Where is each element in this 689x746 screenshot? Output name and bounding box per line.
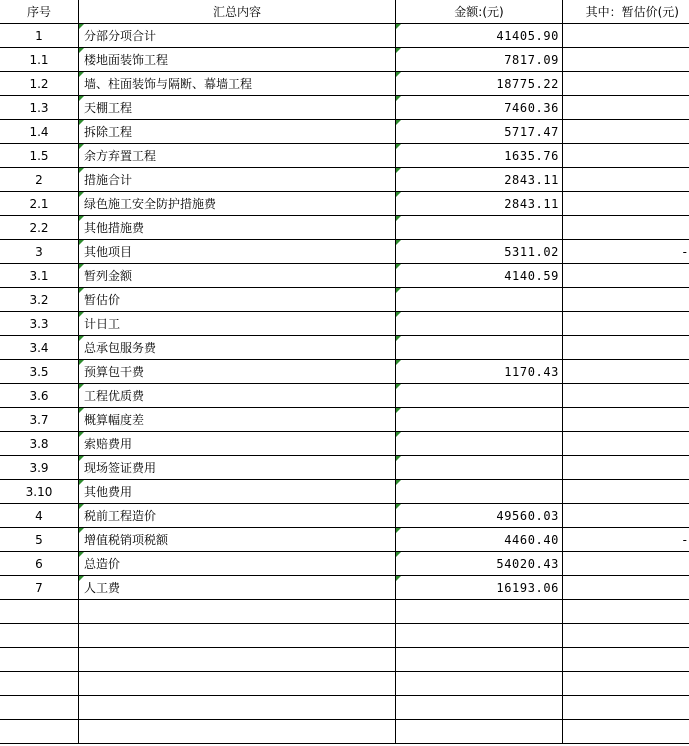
amount-cell[interactable]: 7817.09 <box>396 48 563 72</box>
content-cell[interactable]: 绿色施工安全防护措施费 <box>79 192 396 216</box>
table-row <box>0 672 689 696</box>
content-cell[interactable]: 天棚工程 <box>79 96 396 120</box>
table-row <box>0 504 689 528</box>
seq-cell[interactable]: 6 <box>0 552 79 576</box>
amount-cell[interactable]: 16193.06 <box>396 576 563 600</box>
provisional-cell[interactable] <box>563 432 689 456</box>
table-row <box>0 576 689 600</box>
content-cell[interactable]: 计日工 <box>79 312 396 336</box>
seq-cell[interactable]: 3.2 <box>0 288 79 312</box>
amount-cell[interactable]: 4460.40 <box>396 528 563 552</box>
seq-cell[interactable]: 3 <box>0 240 79 264</box>
seq-cell[interactable]: 3.3 <box>0 312 79 336</box>
amount-cell[interactable] <box>396 672 563 696</box>
provisional-cell[interactable] <box>563 360 689 384</box>
table-row <box>0 120 689 144</box>
amount-cell[interactable] <box>396 216 563 240</box>
content-cell[interactable]: 索赔费用 <box>79 432 396 456</box>
amount-cell[interactable]: 2843.11 <box>396 168 563 192</box>
provisional-cell[interactable] <box>563 648 689 672</box>
provisional-cell[interactable] <box>563 216 689 240</box>
seq-cell[interactable] <box>0 672 79 696</box>
table-row <box>0 360 689 384</box>
amount-cell[interactable] <box>396 456 563 480</box>
content-cell[interactable]: 概算幅度差 <box>79 408 396 432</box>
content-cell[interactable]: 增值税销项税额 <box>79 528 396 552</box>
table-row <box>0 528 689 552</box>
provisional-cell[interactable]: - <box>563 528 689 552</box>
table-row <box>0 288 689 312</box>
content-cell[interactable]: 其他项目 <box>79 240 396 264</box>
amount-cell[interactable] <box>396 288 563 312</box>
provisional-cell[interactable] <box>563 312 689 336</box>
provisional-cell[interactable] <box>563 336 689 360</box>
seq-cell[interactable]: 3.4 <box>0 336 79 360</box>
content-cell[interactable]: 墙、柱面装饰与隔断、幕墙工程 <box>79 72 396 96</box>
provisional-cell[interactable] <box>563 144 689 168</box>
table-row <box>0 72 689 96</box>
header-provisional[interactable]: 其中：暂估价(元) <box>563 0 689 24</box>
seq-cell[interactable]: 1.3 <box>0 96 79 120</box>
provisional-cell[interactable] <box>563 480 689 504</box>
amount-cell[interactable] <box>396 600 563 624</box>
content-cell[interactable] <box>79 600 396 624</box>
seq-cell[interactable]: 3.8 <box>0 432 79 456</box>
table-row <box>0 600 689 624</box>
seq-cell[interactable] <box>0 648 79 672</box>
table-row <box>0 192 689 216</box>
seq-cell[interactable]: 1.5 <box>0 144 79 168</box>
provisional-cell[interactable] <box>563 576 689 600</box>
amount-cell[interactable]: 18775.22 <box>396 72 563 96</box>
amount-cell[interactable]: 7460.36 <box>396 96 563 120</box>
provisional-cell[interactable] <box>563 600 689 624</box>
amount-cell[interactable]: 49560.03 <box>396 504 563 528</box>
content-cell[interactable]: 拆除工程 <box>79 120 396 144</box>
table-row <box>0 264 689 288</box>
amount-cell[interactable]: 1635.76 <box>396 144 563 168</box>
provisional-cell[interactable] <box>563 504 689 528</box>
amount-cell[interactable] <box>396 696 563 720</box>
seq-cell[interactable]: 1 <box>0 24 79 48</box>
table-body <box>0 24 689 744</box>
content-cell[interactable]: 暂列金额 <box>79 264 396 288</box>
provisional-cell[interactable] <box>563 120 689 144</box>
amount-cell[interactable] <box>396 408 563 432</box>
seq-cell[interactable]: 1.1 <box>0 48 79 72</box>
seq-cell[interactable]: 5 <box>0 528 79 552</box>
provisional-cell[interactable] <box>563 408 689 432</box>
provisional-cell[interactable] <box>563 192 689 216</box>
content-cell[interactable]: 预算包干费 <box>79 360 396 384</box>
table-row <box>0 408 689 432</box>
table-row <box>0 312 689 336</box>
provisional-cell[interactable] <box>563 720 689 744</box>
content-cell[interactable]: 暂估价 <box>79 288 396 312</box>
content-cell[interactable]: 措施合计 <box>79 168 396 192</box>
seq-cell[interactable]: 3.1 <box>0 264 79 288</box>
seq-cell[interactable]: 3.6 <box>0 384 79 408</box>
content-cell[interactable] <box>79 696 396 720</box>
content-cell[interactable] <box>79 624 396 648</box>
content-cell[interactable]: 分部分项合计 <box>79 24 396 48</box>
amount-cell[interactable] <box>396 480 563 504</box>
table-row <box>0 480 689 504</box>
content-cell[interactable]: 余方弃置工程 <box>79 144 396 168</box>
provisional-cell[interactable] <box>563 24 689 48</box>
content-cell[interactable] <box>79 720 396 744</box>
seq-cell[interactable] <box>0 600 79 624</box>
header-row <box>0 0 689 24</box>
provisional-cell[interactable] <box>563 456 689 480</box>
amount-cell[interactable]: 5717.47 <box>396 120 563 144</box>
header-seq[interactable]: 序号 <box>0 0 79 24</box>
table-row <box>0 24 689 48</box>
header-amount[interactable]: 金额:(元) <box>396 0 563 24</box>
table-row <box>0 432 689 456</box>
table-row <box>0 648 689 672</box>
table-row <box>0 720 689 744</box>
content-cell[interactable]: 总承包服务费 <box>79 336 396 360</box>
table-row <box>0 168 689 192</box>
seq-cell[interactable] <box>0 720 79 744</box>
seq-cell[interactable]: 1.4 <box>0 120 79 144</box>
content-cell[interactable]: 其他措施费 <box>79 216 396 240</box>
content-cell[interactable]: 楼地面装饰工程 <box>79 48 396 72</box>
amount-cell[interactable]: 1170.43 <box>396 360 563 384</box>
seq-cell[interactable]: 3.7 <box>0 408 79 432</box>
seq-cell[interactable]: 4 <box>0 504 79 528</box>
amount-cell[interactable]: 54020.43 <box>396 552 563 576</box>
amount-cell[interactable] <box>396 648 563 672</box>
amount-cell[interactable] <box>396 312 563 336</box>
content-cell[interactable]: 税前工程造价 <box>79 504 396 528</box>
amount-cell[interactable] <box>396 624 563 648</box>
seq-cell[interactable]: 1.2 <box>0 72 79 96</box>
table-row <box>0 336 689 360</box>
seq-cell[interactable] <box>0 696 79 720</box>
content-cell[interactable]: 其他费用 <box>79 480 396 504</box>
provisional-cell[interactable] <box>563 672 689 696</box>
content-cell[interactable]: 总造价 <box>79 552 396 576</box>
provisional-cell[interactable] <box>563 624 689 648</box>
seq-cell[interactable]: 3.9 <box>0 456 79 480</box>
amount-cell[interactable] <box>396 336 563 360</box>
provisional-cell[interactable] <box>563 384 689 408</box>
seq-cell[interactable] <box>0 624 79 648</box>
table-row <box>0 144 689 168</box>
provisional-cell[interactable] <box>563 552 689 576</box>
header-content[interactable]: 汇总内容 <box>79 0 396 24</box>
provisional-cell[interactable] <box>563 288 689 312</box>
provisional-cell[interactable] <box>563 168 689 192</box>
content-cell[interactable] <box>79 648 396 672</box>
table-row <box>0 240 689 264</box>
table-row <box>0 384 689 408</box>
provisional-cell[interactable] <box>563 264 689 288</box>
content-cell[interactable]: 工程优质费 <box>79 384 396 408</box>
content-cell[interactable] <box>79 672 396 696</box>
provisional-cell[interactable] <box>563 96 689 120</box>
content-cell[interactable]: 现场签证费用 <box>79 456 396 480</box>
table-row <box>0 624 689 648</box>
provisional-cell[interactable]: - <box>563 240 689 264</box>
provisional-cell[interactable] <box>563 48 689 72</box>
provisional-cell[interactable] <box>563 696 689 720</box>
table-row <box>0 216 689 240</box>
amount-cell[interactable] <box>396 384 563 408</box>
content-cell[interactable]: 人工费 <box>79 576 396 600</box>
amount-cell[interactable]: 5311.02 <box>396 240 563 264</box>
provisional-cell[interactable] <box>563 72 689 96</box>
seq-cell[interactable]: 3.5 <box>0 360 79 384</box>
table-row <box>0 456 689 480</box>
seq-cell[interactable]: 2 <box>0 168 79 192</box>
amount-cell[interactable]: 4140.59 <box>396 264 563 288</box>
table-row <box>0 552 689 576</box>
amount-cell[interactable] <box>396 432 563 456</box>
table-row <box>0 696 689 720</box>
seq-cell[interactable]: 2.2 <box>0 216 79 240</box>
seq-cell[interactable]: 3.10 <box>0 480 79 504</box>
amount-cell[interactable] <box>396 720 563 744</box>
table-row <box>0 48 689 72</box>
amount-cell[interactable]: 41405.90 <box>396 24 563 48</box>
amount-cell[interactable]: 2843.11 <box>396 192 563 216</box>
seq-cell[interactable]: 2.1 <box>0 192 79 216</box>
table-row <box>0 96 689 120</box>
seq-cell[interactable]: 7 <box>0 576 79 600</box>
